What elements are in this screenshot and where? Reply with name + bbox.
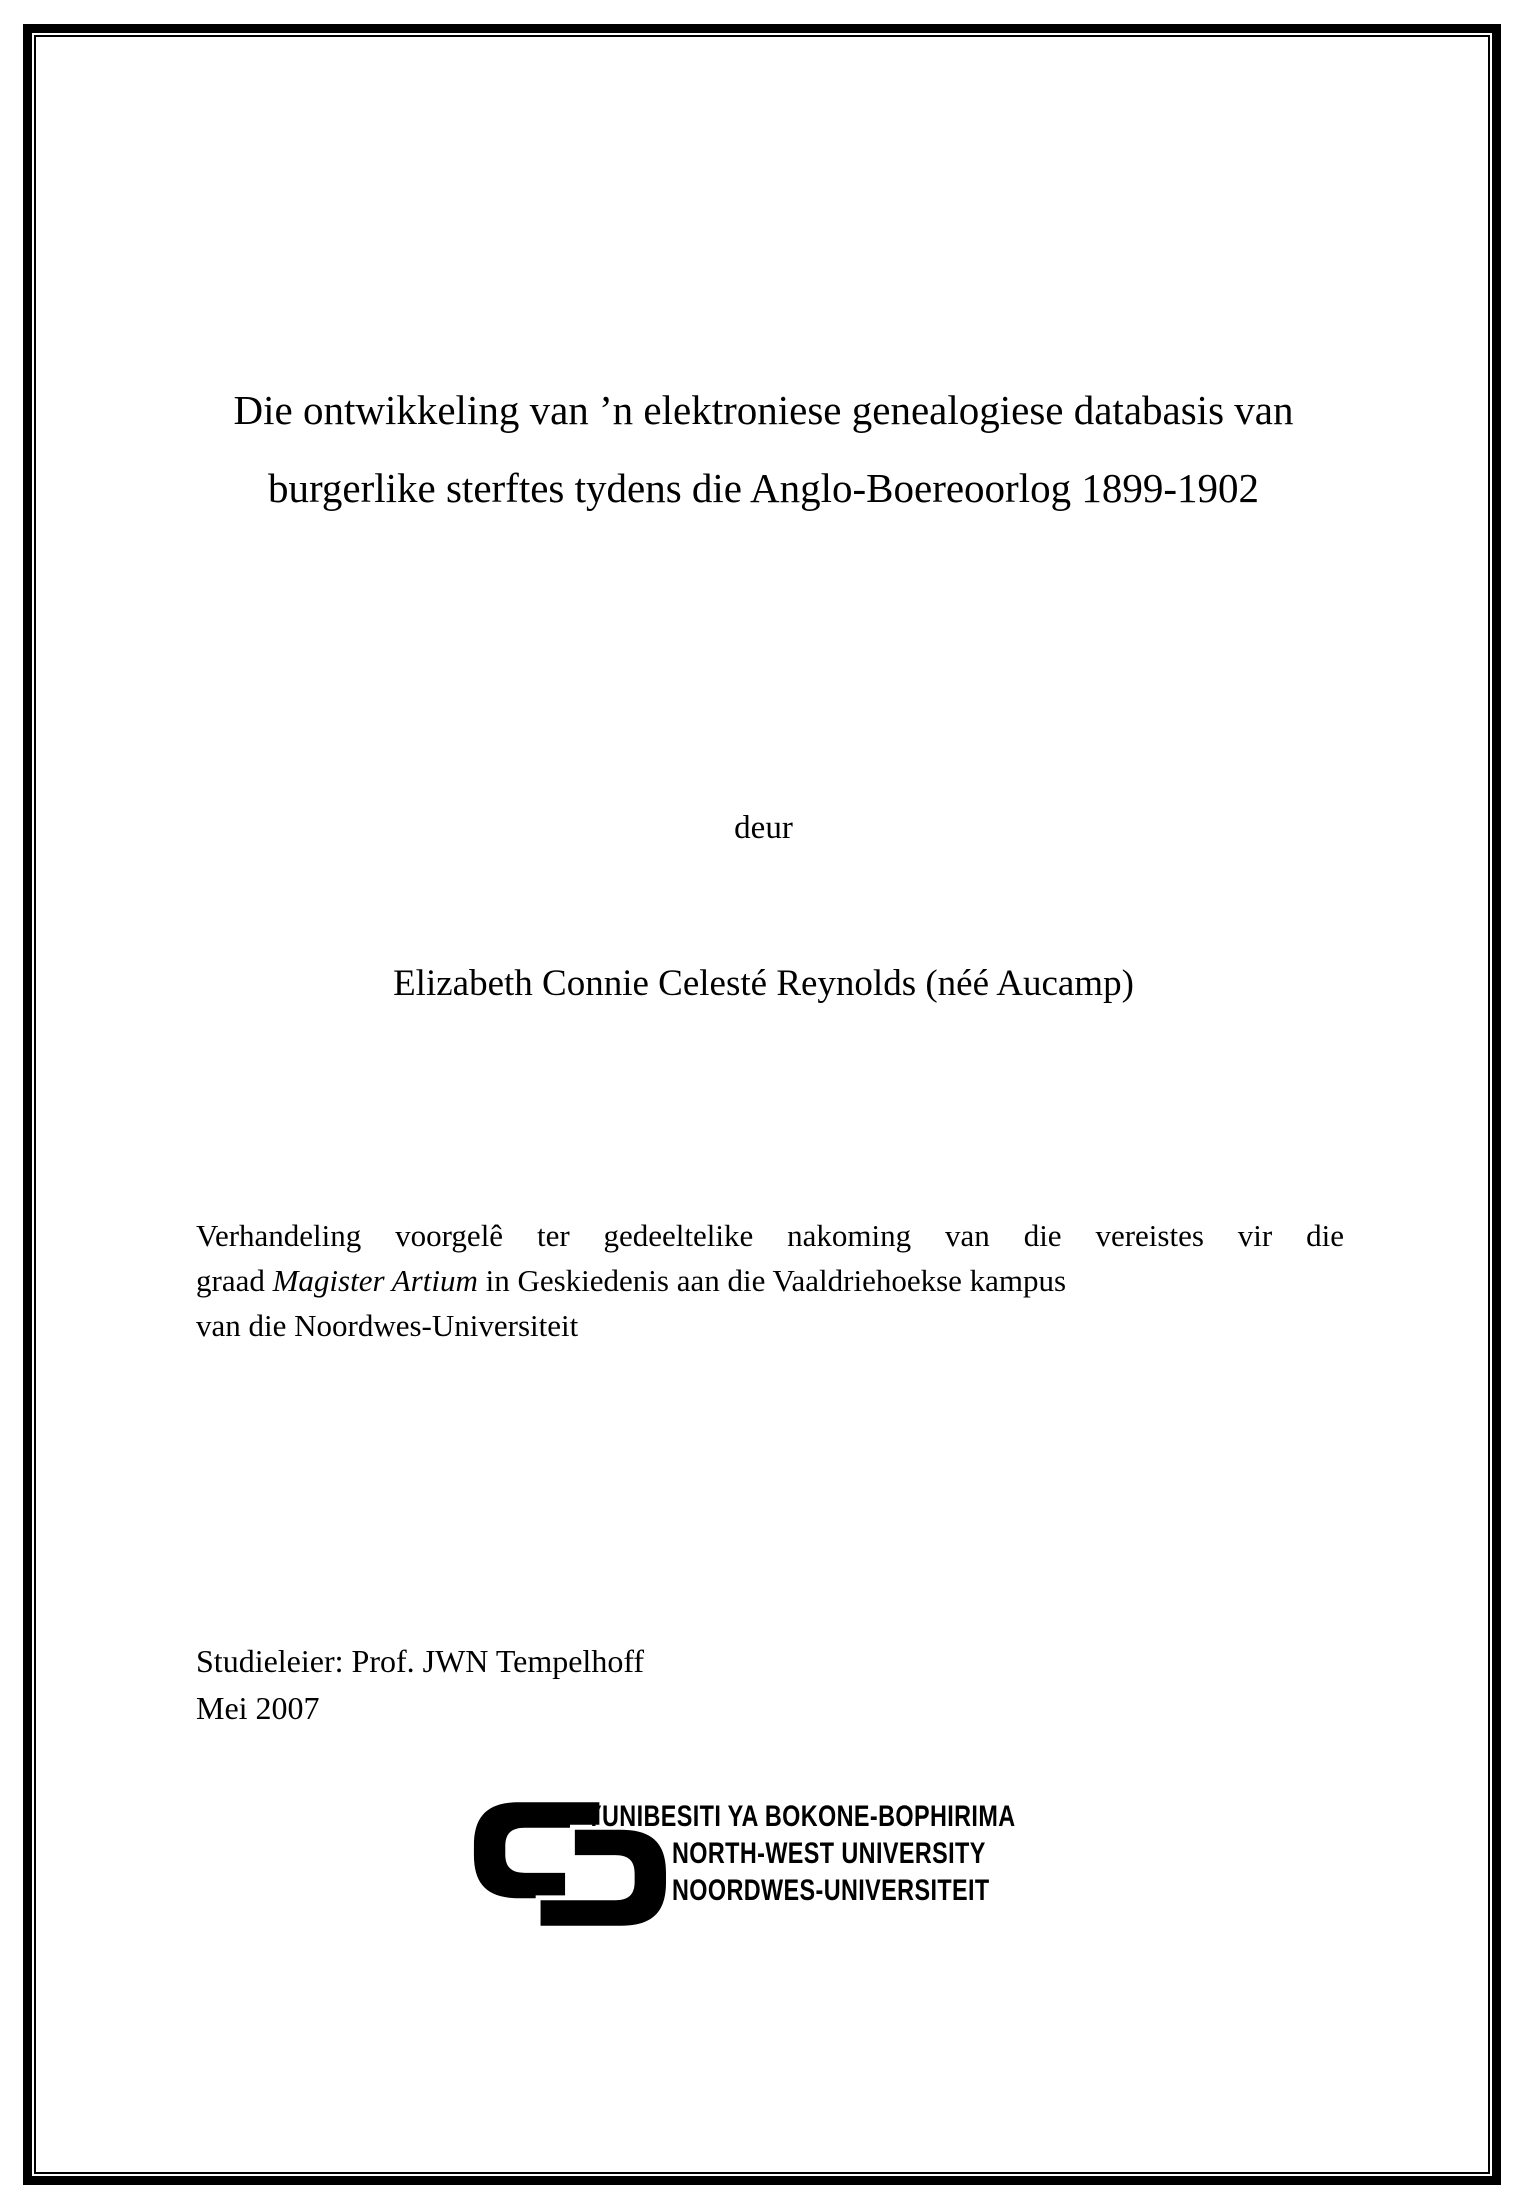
logo-line-afrikaans: NOORDWES-UNIVERSITEIT	[672, 1874, 990, 1907]
statement-line-1: Verhandeling voorgelê ter gedeeltelike nakoming van die vereistes vir die	[196, 1218, 1344, 1253]
page-title	[0, 384, 1527, 514]
title-line-1: Die ontwikkeling van ’n elektroniese genealogiese databasis van	[233, 387, 1294, 433]
statement-line-2	[196, 1258, 1344, 1303]
degree-name: Magister Artium	[272, 1263, 478, 1298]
author-name: Elizabeth Connie Celesté Reynolds (néé Aucamp)	[393, 963, 1134, 1004]
statement-line-3: van die Noordwes-Universiteit	[196, 1308, 579, 1343]
statement-line-2-pre: graad	[196, 1263, 273, 1298]
logo-text	[586, 1798, 1137, 1909]
byline-label: deur	[734, 810, 793, 846]
date-line: Mei 2007	[196, 1690, 320, 1726]
supervisor-block	[196, 1638, 644, 1732]
title-line-2: burgerlike sterftes tydens die Anglo-Boereoorlog 1899-1902	[267, 465, 1259, 511]
logo-line-english: NORTH-WEST UNIVERSITY	[672, 1837, 986, 1870]
statement-line-2-post: in Geskiedenis aan die Vaaldriehoekse kampus	[477, 1263, 1067, 1298]
university-logo	[470, 1798, 1130, 1938]
logo-line-setswana: YUNIBESITI YA BOKONE-BOPHIRIMA	[586, 1800, 1016, 1833]
supervisor-line: Studieleier: Prof. JWN Tempelhoff	[196, 1643, 645, 1679]
thesis-statement	[196, 1213, 1344, 1348]
